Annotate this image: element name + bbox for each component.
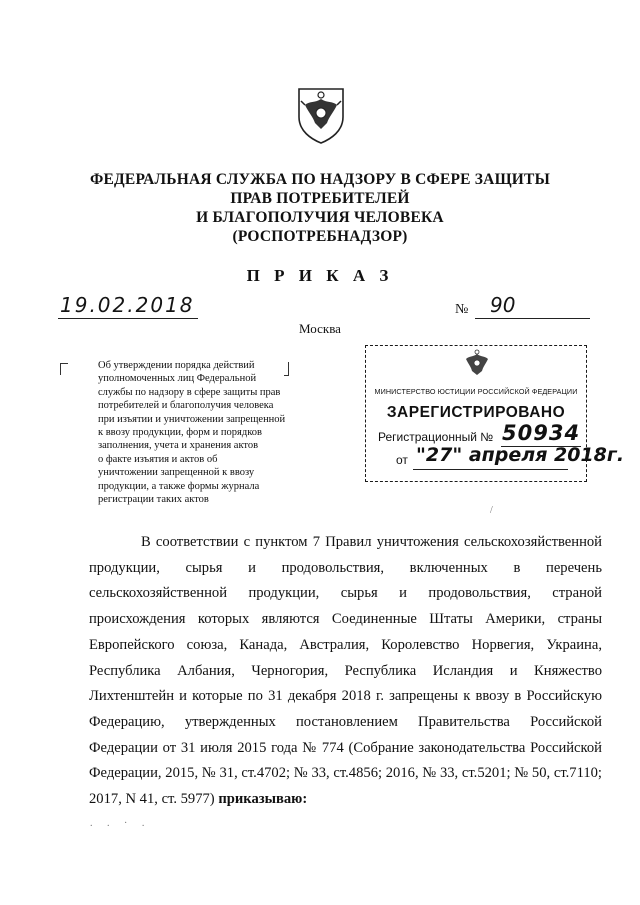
order-title: П Р И К А З <box>246 266 394 285</box>
body-paragraph: В соответствии с пунктом 7 Правил уничтожения сельскохозяйственной продукции, сырья и продовольствия, включенных в перечень сельскохозяйственной продукции, сырья и продовольствия, страной происхождения которых являются Соединенные Штаты Америки, страны Европейского союза, Канада, Австралия, Королевство Норвегия, Украина, Республика Албания, Черногория, Республика Исландия и Княжество Лихтенштейн и которые по 31 декабря 2018 г. запрещены к ввозу в Российскую Федерацию, утвержденных постановлением Правительства Российской Федерации от 31 июля 2015 года № 774 (Собрание законодательства Российской Федерации, 2015, № 31, ст.4702; № 33, ст.4856; 2016, № 33, ст.5201; № 50, ст.7110; 2017, N 41, ст. 5977) <box>89 534 602 808</box>
corner-bracket <box>284 362 289 376</box>
order-date: 19.02.2018 <box>60 293 195 317</box>
body-closing: приказываю: <box>218 791 308 808</box>
agency-line: ПРАВ ПОТРЕБИТЕЛЕЙ <box>230 190 410 207</box>
stamp-ministry: МИНИСТЕРСТВО ЮСТИЦИИ РОССИЙСКОЙ ФЕДЕРАЦИИ <box>374 387 578 396</box>
subject-line: уполномоченных лиц Федеральной <box>98 373 257 385</box>
number-underline <box>475 318 590 319</box>
number-sign: № <box>455 302 469 317</box>
stamp-regno: 50934 <box>502 421 581 445</box>
agency-line: ФЕДЕРАЛЬНАЯ СЛУЖБА ПО НАДЗОРУ В СФЕРЕ ЗАЩИТЫ <box>89 171 551 188</box>
subject-line: службы по надзору в сфере защиты прав <box>98 386 281 398</box>
stamp-underline <box>413 469 568 470</box>
corner-bracket <box>60 363 68 375</box>
order-subject <box>98 359 328 506</box>
stamp-regno-label: Регистрационный № <box>378 430 494 444</box>
coat-of-arms-icon <box>289 83 353 145</box>
subject-line: уничтожении запрещенной к ввозу <box>98 467 255 479</box>
scan-speck: / <box>490 505 493 516</box>
city: Москва <box>299 321 341 336</box>
subject-line: к ввозу продукции, форм и порядков <box>98 427 262 439</box>
agency-line: И БЛАГОПОЛУЧИЯ ЧЕЛОВЕКА <box>196 209 444 226</box>
registration-stamp <box>365 345 625 482</box>
subject-line: Об утверждении порядка действий <box>98 360 255 371</box>
subject-line: регистрации таких актов <box>98 494 209 506</box>
subject-line: при изъятии и уничтожении запрещенной <box>98 413 286 425</box>
stamp-date: "27" апреля 2018г. <box>416 444 625 466</box>
coat-of-arms-icon <box>461 348 493 380</box>
stamp-registered: ЗАРЕГИСТРИРОВАНО <box>386 404 566 421</box>
subject-line: заполнения, учета и хранения актов <box>98 440 259 452</box>
agency-header <box>60 170 580 246</box>
subject-line: о факте изъятия и актов об <box>98 453 218 465</box>
order-body <box>89 530 602 813</box>
stamp-date-prefix: от <box>396 453 408 467</box>
subject-line: продукции, а также формы журнала <box>98 480 260 492</box>
scan-speck: . . · . <box>90 818 151 829</box>
subject-line: потребителей и благополучия человека <box>98 400 274 412</box>
date-underline <box>58 318 198 319</box>
agency-line: (РОСПОТРЕБНАДЗОР) <box>232 228 408 245</box>
order-number: 90 <box>490 293 516 317</box>
